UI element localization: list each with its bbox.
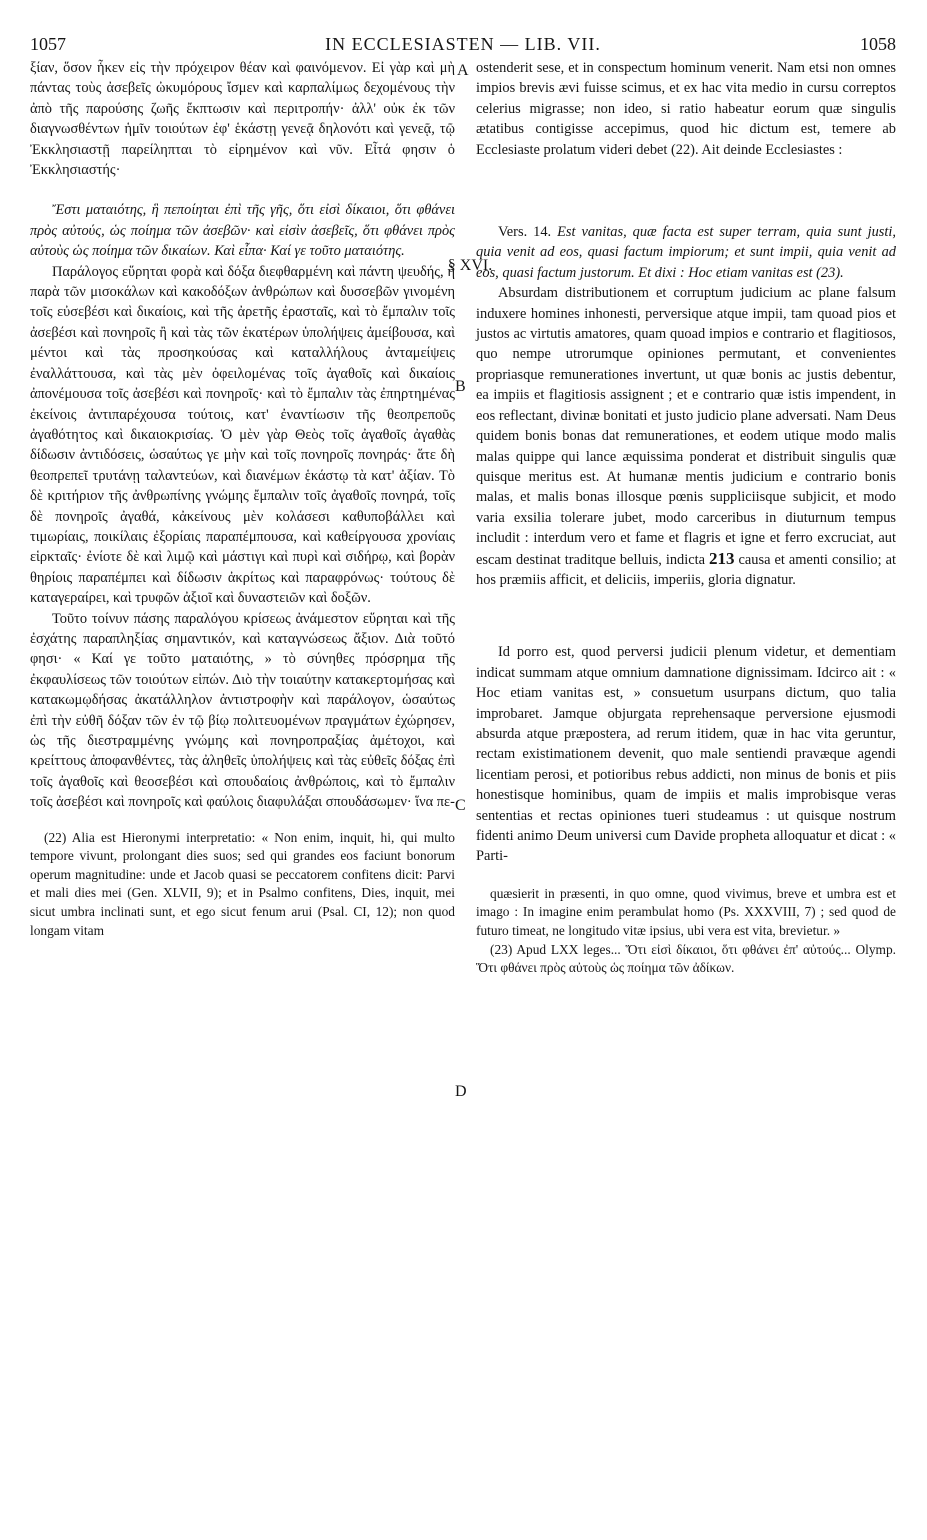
footnote-23: (23) Apud LXX leges... Ὅτι εἰσὶ δίκαιοι, ὅτι φθάνει ἐπ' αὐτούς... Olymp. Ὅτι φθάνει πρὸς αὐτοὺς ὡς ποίημα τῶν ἀδίκων. bbox=[476, 941, 896, 976]
latin-paragraph-2b: causa et amenti consilio; at hos præmiis afficit, et deliciis, imperiis, gloria dignatur. bbox=[476, 551, 896, 588]
margin-marker-d: D bbox=[455, 1083, 467, 1100]
verse-text: Est vanitas, quæ facta est super terram, quia sunt justi, quia venit ad eos, quasi factum impiorum; et sunt impii, quia venit ad eos, quasi factum justorum. Et dixi : Hoc etiam vanitas est (23). bbox=[476, 224, 896, 281]
section-heading: § XVI. bbox=[447, 257, 493, 274]
running-header bbox=[30, 34, 896, 58]
margin-marker-b: B bbox=[455, 378, 466, 395]
greek-paragraph-3: Παράλογος εὕρηται φορὰ καὶ δόξα διεφθαρμένη καὶ πάντη ψευδής, ἡ παρὰ τῶν μισοκάλων καὶ κακοδόξων ἀνθρώπων καὶ δυσσεβῶν γινομένη τοῖς εὐσεβέσι καὶ δικαίοις, καὶ τῆς ἀρετῆς ἐρασταῖς, καὶ τὸ ἔμπαλιν τοῖς ἀσεβέσι καὶ πονηροῖς ἢ καὶ τὰς τῶν ἑκατέρων ὑπολήψεις ἀμείβουσα, καὶ μέντοι καὶ τὰς προσηκούσας καὶ καταλλήλους ἀνταμείψεις ἐναλλάττουσα, καὶ τὰς μὲν ὀφειλομένας τοῖς ἀγαθοῖς καὶ δικαίοις ἀπονέμουσα τοῖς ἀσεβέσι καὶ πονηροῖς· καὶ τὸ ἔμπαλιν τὰς ἐπηρτημένας ἐκείνοις ἀντιπαρέχουσα τούτοις, κατ' ἐναντίωσιν τῆς θεοπρεποῦς ἀγαθότητος καὶ δικαιοκρισίας. Ὁ μὲν γὰρ Θεὸς τοῖς ἀγαθοῖς ἀγαθὰς δίδωσιν ἀντιδόσεις, ὡσαύτως γε μὴν καὶ τοῖς πονηροῖς πονηράς· ἅτε δὴ θεοπρεπεῖ τρυτάνῃ ταλαντεύων, καὶ διανέμων ἑκάστῳ τὰ κατ' ἀξίαν. Τὸ δὲ κριτήριον τῆς ἀνθρωπίνης γνώμης ἔμπαλιν τοῖς ἀγαθοῖς πονηρά, τοῖς δὲ πονηροῖς ἀγαθά, κἀκείνους μὲν κολάσεσι καθυποβάλλει καὶ τιμωρίαις, ποικίλαις ἐξορίαις παραπέμπουσα, καὶ καθείργουσα χρονίαις εἱρκταῖς· ἐνίοτε δὲ καὶ λιμῷ καὶ μάστιγι καὶ πυρὶ καὶ σιδήρῳ, καὶ βορὰν θηρίοις παραπέμπει καὶ δίδωσιν ἀκρίτως καὶ παραφρόνως· τούτους δὲ καταγεραίρει, καὶ τρυφῶν ἀξιοῖ καὶ δυναστειῶν καὶ δοξῶν. bbox=[30, 263, 455, 607]
greek-scripture-verse: Ἔστι ματαιότης, ἣ πεποίηται ἐπὶ τῆς γῆς, ὅτι εἰσὶ δίκαιοι, ὅτι φθάνει πρὸς αὐτούς, ὡς ποίημα τῶν ἀσεβῶν· καὶ εἰσὶν ἀσεβεῖς, ὅτι φθάνει πρὸς αὐτοὺς ὡς ποίημα τῶν δικαίων. Καὶ εἶπα· Καί γε τοῦτο ματαιότης. bbox=[30, 202, 455, 260]
greek-column bbox=[30, 58, 455, 940]
page-number-right: 1058 bbox=[860, 34, 896, 54]
latin-verse bbox=[476, 222, 896, 283]
latin-paragraph-2a: Absurdam distributionem et corruptum judicium ac plane falsum induxere homines inhonesti, perversique atque impii, tam quoad pios et justos ac virtutis amatores, quam quoad impios e contrario et flagitiosos, quo nempe utrorumque opiniones permutant, et convenientes propriasque remunerationes invertunt, ut quæ bonis ac justis debentur, ea impiis et flagitiosis assignent ; et e contrario quæ istis impendent, in eos reflectant, divinæ bonitati et justo judicio plane adversati. Nam Deus quidem bonis bonas dat remunerationes, et eodem utique modo malis malas quippe qui lance æquissima ponderat et distribuit singulis quæ quisque meritus est. At humanæ mentis judicium e contrario bonis malas, et malis bonas illosque pœnis suppliciisque subjicit, et modo varia exsilia tolerare jubet, modo carceribus in diuturnum tempus includit : interdum vero et fame et flagris et igne et ferro excruciat, aut escam destinat traditque belluis, indicta bbox=[476, 285, 896, 568]
footnote-continuation bbox=[476, 885, 896, 978]
margin-marker-c: C bbox=[455, 797, 466, 814]
greek-paragraph-4: Τοῦτο τοίνυν πάσης παραλόγου κρίσεως ἀνάμεστον εὕρηται καὶ τῆς ἐσχάτης παραπληξίας σημαντικόν, καὶ καταγνώσεως ἄξιον. Διὰ τοῦτό φησι· « Καί γε τοῦτο ματαιότης, » τὸ σύνηθες πρόσρημα τῆς ἐκφαυλίσεως τῶν τοιούτων εἰπών. Διὸ τὴν τοιαύτην κατακερτομήσας καὶ κατακωμῳδήσας ἀκατάλληλον ἀντιστροφὴν καὶ παράλογον, ὡσαύτως ἐπὶ τὴν εὐθῆ δόξαν τῶν ἐν τῷ βίῳ πολιτευομένων πραγμάτων ἐχώρησεν, ὡς τῆς διεστραμμένης γνώμης καὶ πονηροπραξίας ἀμέτοχοι, καὶ κρείττους ἀποφανθέντες, τὰς ἀληθεῖς ὑπολήψεις καὶ τὰς εὐθεῖς δόξας ἐπὶ τοῖς ἀγαθοῖς καὶ θεοσεβέσι καὶ σπουδαίοις ἀνθρώποις, καὶ τὸ ἔμπαλιν τοῖς ἀσεβέσι καὶ πονηροῖς καὶ φαύλοις διαφυλάξαι σπουδάσωμεν· ἵνα πε- bbox=[30, 610, 455, 811]
latin-paragraph-3: Id porro est, quod perversi judicii plenum videtur, et dementiam indicat summam atque omnium damnatione dignissimam. Idcirco ait : « Hoc etiam vanitas est, » consuetum usurpans dictum, quo talia improbaret. Jamque objurgata reprehensaque perversione ejusmodi absurda atque præpostera, ad rerum itidem, quæ in hac vita geruntur, rectam existimationem devenit, quo male sentiendi pravæque agendi licentiam perosi, et potioribus rebus addicti, non minus de bonis et piis honestisque hominibus, quam de impiis et malis improbisque veras sententias et rectas opiniones tueri studeamus : ut quisque nostrum fidenti animo Deum universi cum Davide propheta alloquatur et dicat : « Parti- bbox=[476, 644, 896, 865]
latin-paragraph-2 bbox=[476, 283, 896, 590]
footnote-22-continued: quæsierit in præsenti, in quo omne, quod vivimus, breve et umbra est et imago : In imagine enim perambulat homo (Ps. XXXVIII, 7) ; sed quod de futuro timeat, ne longitudo vitæ ipsius, ubi vera est vita, brevietur. » bbox=[476, 885, 896, 938]
margin-marker-a: A bbox=[457, 62, 469, 79]
latin-column bbox=[476, 58, 896, 978]
verse-label: Vers. 14. bbox=[498, 224, 552, 241]
column-number: 213 bbox=[709, 548, 735, 568]
page-number-left: 1057 bbox=[30, 34, 66, 54]
running-title: IN ECCLESIASTEN — LIB. VII. bbox=[325, 34, 601, 54]
footnote-22 bbox=[30, 829, 455, 941]
latin-paragraph-1: ostenderit sese, et in conspectum hominum venerit. Nam etsi non omnes impios brevis ævi fuisse scimus, et ex hac vita medio in cursu correptos celerius migrasse; non ideo, si ratio habeatur eorum quæ singulis ætatibus contigisse accepimus, quod hic dictum est, temere ab Ecclesiaste prolatum videri debet (22). Ait deinde Ecclesiastes : bbox=[476, 60, 896, 158]
footnote-22-text: (22) Alia est Hieronymi interpretatio: « Non enim, inquit, hi, qui multo tempore vivunt, prolongant dies suos; sed qui grandes eos faciunt bonorum operum magnitudine: unde et Jacob quasi se peccatorem confitens dicit: Parvi et mali dies mei (Gen. XLVII, 9); et in Psalmo confitens, Dies, inquit, mei sicut umbra inclinati sunt, et ego sicut fenum arui (Psal. CI, 12); non quod longam vitam bbox=[30, 829, 455, 938]
greek-paragraph-1: ξίαν, ὅσον ἧκεν εἰς τὴν πρόχειρον θέαν καὶ φαινόμενον. Εἰ γὰρ καὶ μὴ πάντας τοὺς ἀσεβεῖς ὠκυμόρους ἴσμεν καὶ καρπαλίμως δεχομένους τὴν ἀπὸ τῆς παρούσης ζωῆς ἔκπτωσιν καὶ περιτροπήν· ἀλλ' οὐκ ἐκ τῶν διαγνωσθέντων ἡμῖν τοιούτων ἐφ' ἑκάστῃ γενεᾷ δηλονότι καὶ γενεᾷ, τῷ Ἐκκλησιαστῇ παρείληπται τὸ εἰρημένον καὶ νῦν. Εἶτά φησιν ὁ Ἐκκλησιαστής· bbox=[30, 60, 455, 179]
